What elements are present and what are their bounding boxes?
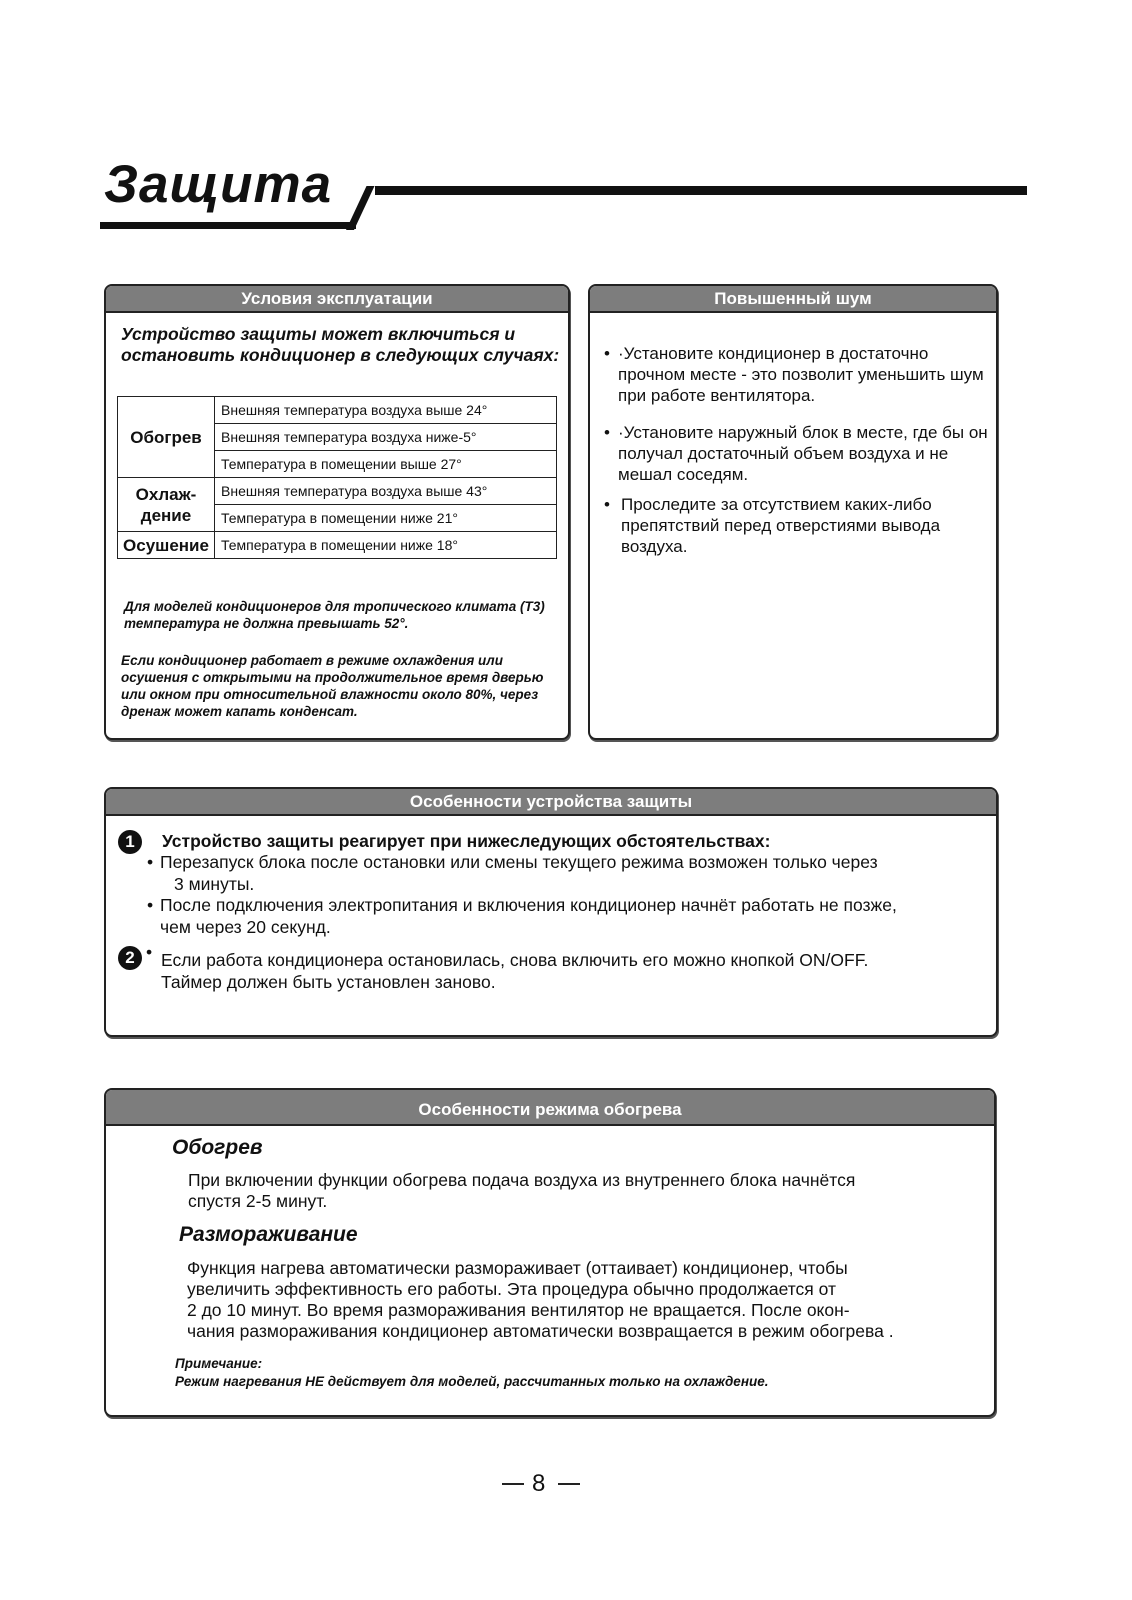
table-row bbox=[118, 397, 557, 424]
page-number-dash-left bbox=[502, 1483, 524, 1485]
defrost-text-line3: 2 до 10 минут. Во время размораживания вентилятор не вращается. После окон- bbox=[187, 1300, 850, 1320]
panel-header: Повышенный шум bbox=[590, 286, 996, 313]
condition-cell: Температура в помещении выше 27° bbox=[215, 451, 557, 478]
heating-text-line1: При включении функции обогрева подача воздуха из внутреннего блока начнётся bbox=[188, 1170, 856, 1190]
conditions-table bbox=[117, 396, 557, 559]
protection-features-panel bbox=[104, 787, 998, 1037]
heating-text-line2: спустя 2-5 минут. bbox=[188, 1191, 328, 1211]
title-rule bbox=[375, 186, 1027, 195]
note-text: Режим нагревания НЕ действует для моделей, рассчитанных только на охлаждение. bbox=[175, 1374, 769, 1389]
number-two-icon: 2 bbox=[118, 946, 142, 970]
table-row bbox=[118, 532, 557, 559]
protection-heading: Устройство защиты реагирует при нижеследующих обстоятельствах: bbox=[162, 831, 771, 851]
bullet-icon: • bbox=[147, 852, 154, 872]
condition-cell: Температура в помещении ниже 18° bbox=[215, 532, 557, 559]
conditions-intro: Устройство защиты может включиться и остановить кондиционер в следующих случаях: bbox=[121, 324, 560, 365]
list-item bbox=[604, 494, 989, 557]
list-item-text: ·Установите наружный блок в месте, где бы он получал достаточный объем воздуха и не мешал соседям. bbox=[618, 423, 988, 484]
page-number-dash-right bbox=[558, 1483, 580, 1485]
mode-cell-cooling bbox=[118, 478, 215, 532]
restart-text-line2: 3 минуты. bbox=[174, 874, 255, 894]
heating-features-panel bbox=[104, 1088, 996, 1417]
power-on-text-line1: После подключения электропитания и включения кондиционер начнёт работать не позже, bbox=[160, 895, 897, 915]
restart-onoff-line1: Если работа кондиционера остановилась, снова включить его можно кнопкой ON/OFF. bbox=[161, 950, 869, 970]
number-one-icon: 1 bbox=[118, 830, 142, 854]
bullet-icon: • bbox=[146, 942, 153, 962]
page-number: 8 bbox=[532, 1470, 546, 1497]
condensate-note: Если кондиционер работает в режиме охлаждения или осушения с открытыми на продолжительное время дверью или окном при относительной влажности около 80%, через дренаж может капать конденсат. bbox=[121, 653, 544, 719]
noise-panel bbox=[588, 284, 998, 740]
panel-header: Особенности режима обогрева bbox=[106, 1090, 994, 1126]
bullet-icon: • bbox=[604, 344, 610, 363]
defrost-text-line2: увеличить эффективность его работы. Эта процедура обычно продолжается от bbox=[187, 1279, 836, 1299]
defrost-text-line4: чания размораживания кондиционер автоматически возвращается в режим обогрева . bbox=[187, 1321, 894, 1341]
mode-cell-heating: Обогрев bbox=[118, 397, 215, 478]
defrost-title: Размораживание bbox=[179, 1223, 358, 1246]
list-item-text: ·Установите кондиционер в достаточно прочном месте - это позволит уменьшить шум при работе вентилятора. bbox=[618, 344, 984, 405]
note-label: Примечание: bbox=[175, 1356, 263, 1371]
panel-header: Условия эксплуатации bbox=[106, 286, 568, 313]
title-divider-slant bbox=[346, 186, 375, 230]
list-item bbox=[604, 422, 989, 485]
operating-conditions-panel bbox=[104, 284, 570, 740]
title-underline bbox=[100, 222, 356, 229]
page-title: Защита bbox=[104, 155, 333, 214]
condition-cell: Температура в помещении ниже 21° bbox=[215, 505, 557, 532]
mode-cooling-label: Охлаж- дение bbox=[135, 484, 197, 525]
restart-text-line1: Перезапуск блока после остановки или смены текущего режима возможен только через bbox=[160, 852, 878, 872]
defrost-text-line1: Функция нагрева автоматически размораживает (оттаивает) кондиционер, чтобы bbox=[187, 1258, 848, 1278]
heating-title: Обогрев bbox=[172, 1136, 263, 1159]
condition-cell: Внешняя температура воздуха выше 24° bbox=[215, 397, 557, 424]
condition-cell: Внешняя температура воздуха выше 43° bbox=[215, 478, 557, 505]
bullet-icon: • bbox=[604, 495, 610, 514]
mode-cell-dry: Осушение bbox=[118, 532, 215, 559]
tropical-note: Для моделей кондиционеров для тропического климата (T3) температура не должна превышать 52°. bbox=[124, 599, 545, 631]
list-item bbox=[604, 343, 989, 406]
table-row bbox=[118, 478, 557, 505]
restart-onoff-line2: Таймер должен быть установлен заново. bbox=[161, 972, 496, 992]
panel-header: Особенности устройства защиты bbox=[106, 789, 996, 816]
bullet-icon: • bbox=[147, 895, 154, 915]
power-on-text-line2: чем через 20 секунд. bbox=[160, 917, 331, 937]
bullet-icon: • bbox=[604, 423, 610, 442]
list-item-text: Проследите за отсутствием каких-либо препятствий перед отверстиями вывода воздуха. bbox=[621, 495, 941, 556]
condition-cell: Внешняя температура воздуха ниже-5° bbox=[215, 424, 557, 451]
